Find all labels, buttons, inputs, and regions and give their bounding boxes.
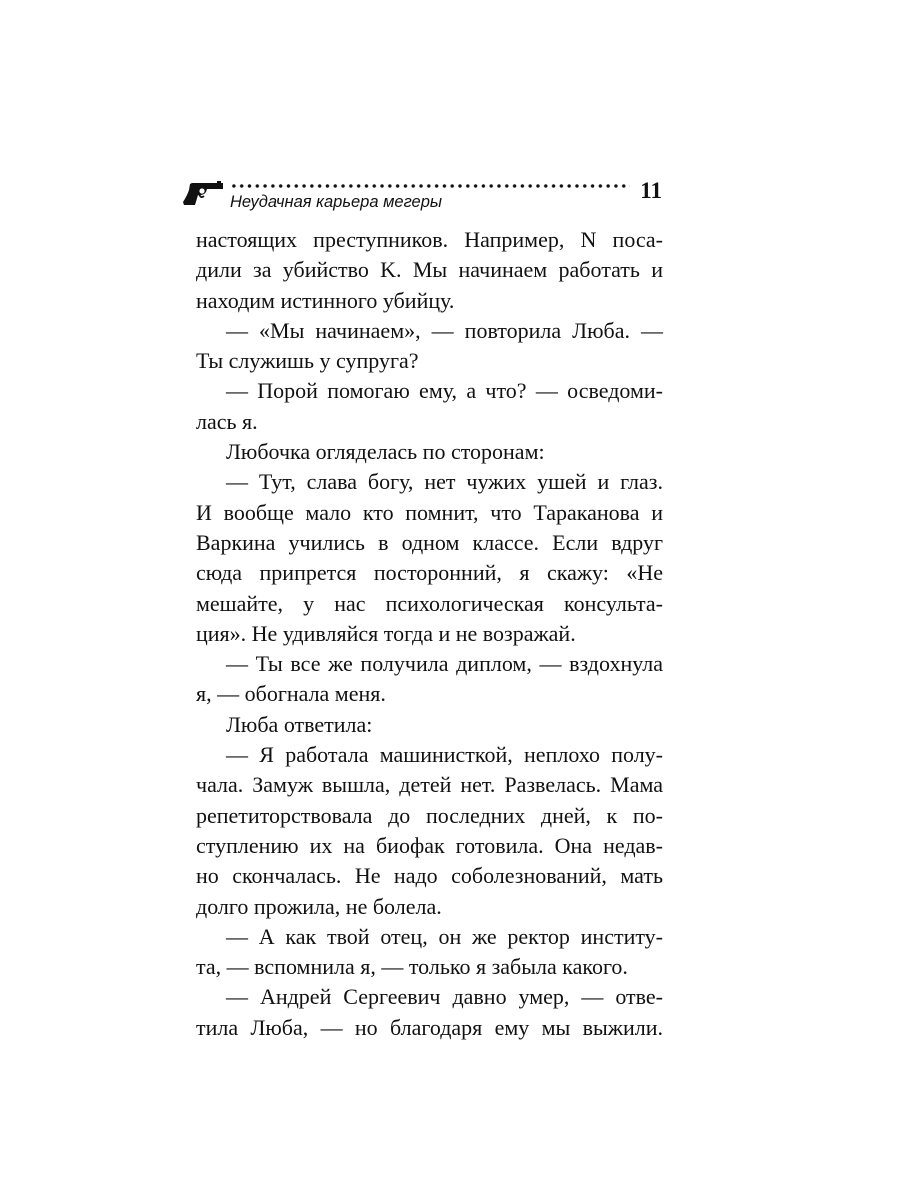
text-line: чала. Замуж вышла, детей нет. Развелась. Мама bbox=[196, 772, 663, 798]
text-line: мешайте, у нас психологическая консульта- bbox=[196, 590, 663, 616]
text-line: Варкина учились в одном классе. Если вдруг bbox=[196, 529, 663, 555]
text-line: Люба ответила: bbox=[226, 711, 373, 737]
text-line: ция». Не удивляйся тогда и не возражай. bbox=[196, 620, 576, 646]
revolver-icon bbox=[182, 180, 224, 206]
text-line: — Ты все же получила диплом, — вздохнула bbox=[226, 651, 663, 677]
book-title: Неудачная карьера мегеры bbox=[230, 193, 443, 211]
text-line: репетиторствовала до последних дней, к по- bbox=[196, 802, 663, 828]
text-line: — Порой помогаю ему, а что? — осведоми- bbox=[226, 378, 663, 404]
text-line: — Тут, слава богу, нет чужих ушей и глаз. bbox=[226, 469, 663, 495]
text-line: долго прожила, не болела. bbox=[196, 893, 442, 919]
text-line: дили за убийство K. Мы начинаем работать и bbox=[196, 257, 663, 283]
text-line: ступлению их на биофак готовила. Она недав- bbox=[196, 832, 663, 858]
text-line: — Андрей Сергеевич давно умер, — отве- bbox=[226, 984, 663, 1010]
text-line: И вообще мало кто помнит, что Тараканова и bbox=[196, 499, 663, 525]
text-line: но скончалась. Не надо соболезнований, мать bbox=[196, 863, 663, 889]
text-line: Любочка огляделась по сторонам: bbox=[226, 439, 545, 465]
text-line: лась я. bbox=[196, 408, 258, 434]
text-line: — Я работала машинисткой, неплохо полу- bbox=[226, 742, 663, 768]
text-line: находим истинного убийцу. bbox=[196, 287, 455, 313]
dotted-rule bbox=[230, 182, 630, 190]
text-line: — А как твой отец, он же ректор институ- bbox=[226, 923, 663, 949]
text-line: сюда припрется посторонний, я скажу: «Не bbox=[196, 560, 663, 586]
text-line: тила Люба, — но благодаря ему мы выжили. bbox=[196, 1014, 663, 1040]
text-line: я, — обогнала меня. bbox=[196, 681, 386, 707]
text-line: Ты служишь у супруга? bbox=[196, 348, 419, 374]
page-number: 11 bbox=[640, 178, 662, 203]
body-text bbox=[196, 225, 663, 1043]
text-line: та, — вспомнила я, — только я забыла какого. bbox=[196, 954, 628, 980]
running-header bbox=[182, 176, 668, 216]
text-line: настоящих преступников. Например, N поса- bbox=[196, 227, 663, 252]
text-line: — «Мы начинаем», — повторила Люба. — bbox=[226, 317, 663, 343]
